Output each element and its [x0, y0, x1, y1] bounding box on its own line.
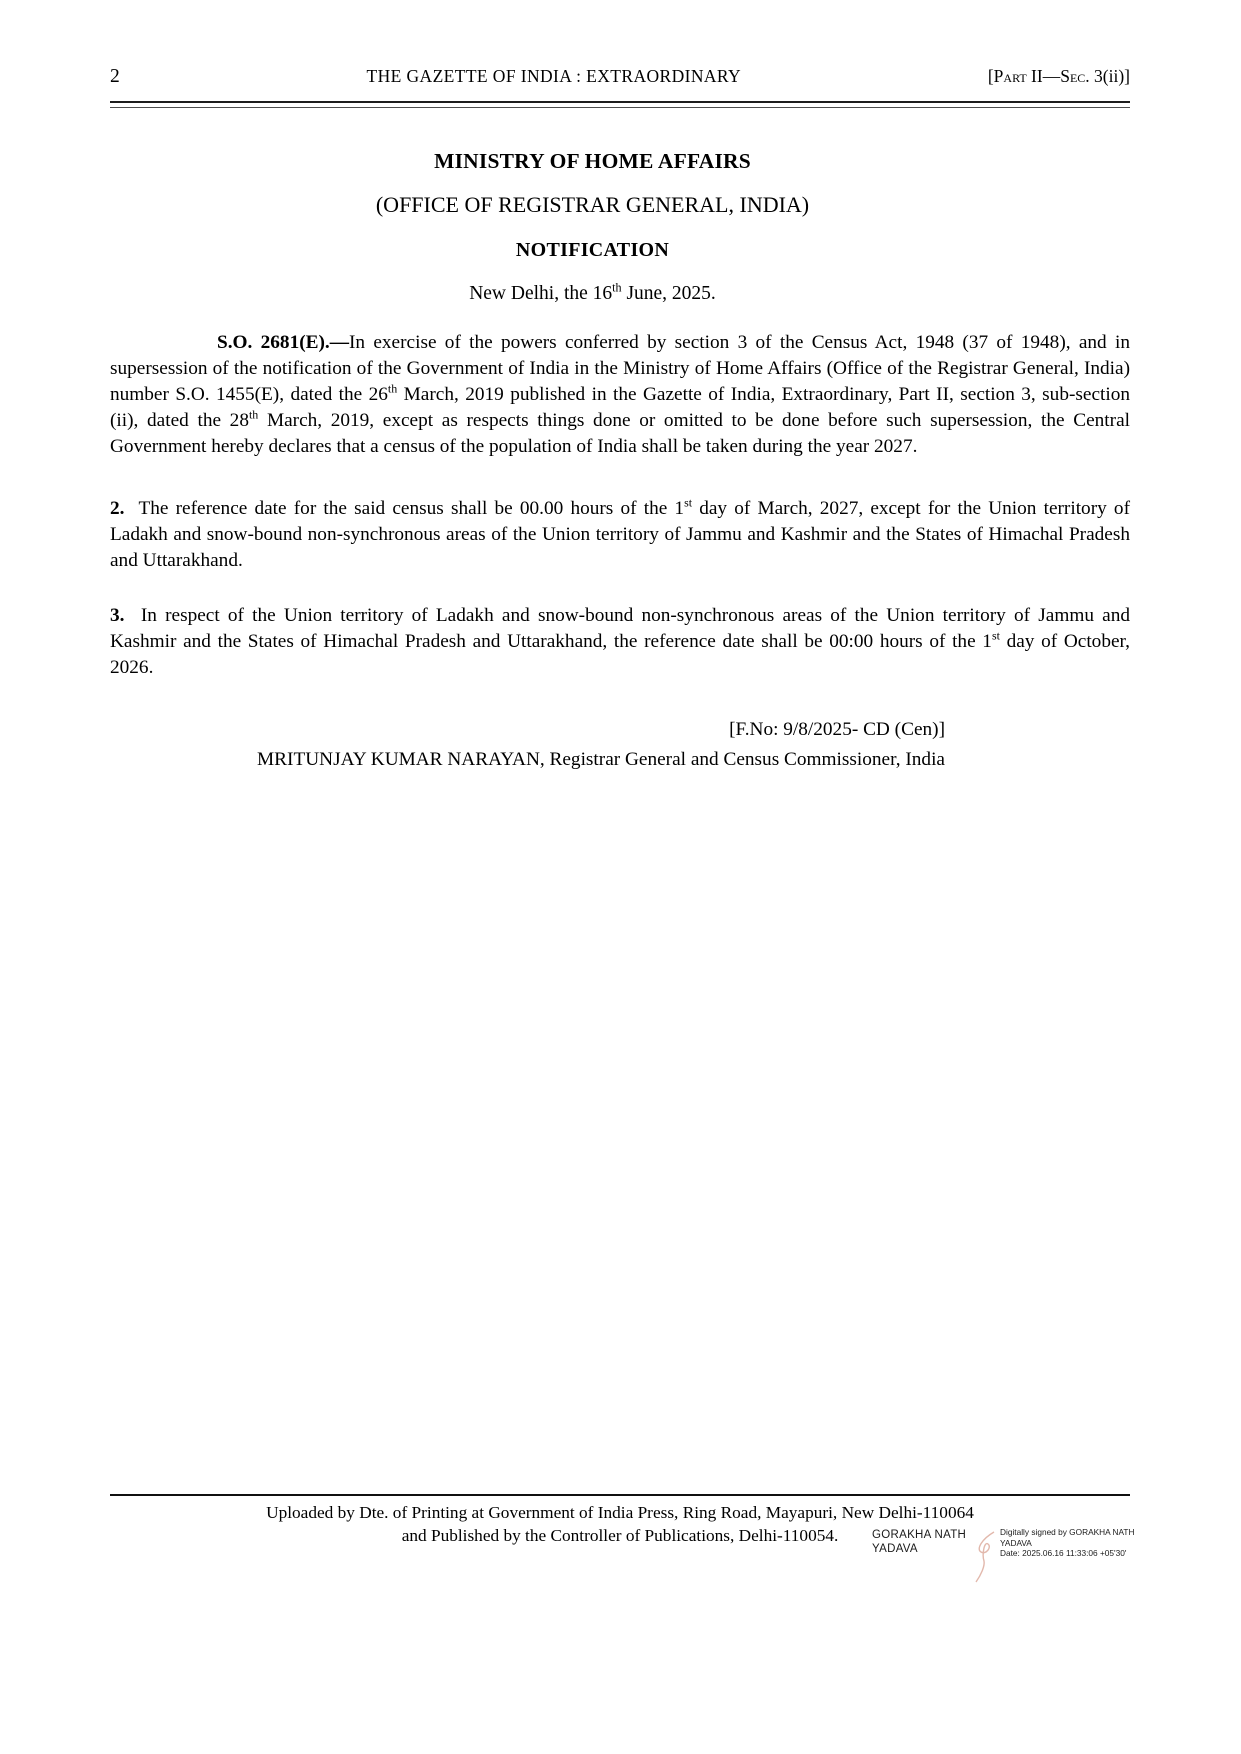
paragraph-so-number: [110, 330, 1130, 460]
footer-divider: [110, 1494, 1130, 1496]
para2-sup-1: st: [684, 495, 693, 510]
date-suffix: June, 2025.: [621, 283, 716, 304]
ministry-heading: MINISTRY OF HOME AFFAIRS: [434, 149, 751, 173]
digital-signer-name-line2: YADAVA: [872, 1542, 918, 1555]
page-number: 2: [110, 66, 120, 87]
digital-signature-text: [1000, 1527, 1134, 1559]
office-subheading: (OFFICE OF REGISTRAR GENERAL, INDIA): [375, 192, 810, 217]
digital-signer-name: [872, 1529, 966, 1556]
part-section-suffix: 3(ii)]: [1089, 66, 1130, 86]
gazette-title: THE GAZETTE OF INDIA : EXTRAORDINARY: [366, 66, 742, 86]
signatory-line: MRITUNJAY KUMAR NARAYAN, Registrar General and Census Commissioner, India: [257, 749, 945, 770]
notification-heading: NOTIFICATION: [515, 239, 670, 261]
file-number: [F.No: 9/8/2025- CD (Cen)]: [729, 719, 945, 740]
date-prefix: New Delhi, the 16: [469, 283, 613, 304]
para2-text-1: The reference date for the said census shall be 00.00 hours of the 1: [124, 498, 685, 519]
footer-imprint-line2: and Published by the Controller of Publications, Delhi-110054.: [401, 1525, 839, 1545]
digital-signature-line2: YADAVA: [1000, 1537, 1032, 1548]
part-section-label: [988, 66, 1130, 87]
digital-signature-block: [972, 1527, 1134, 1585]
digital-signature-line1: Digitally signed by GORAKHA NATH: [1000, 1527, 1135, 1537]
para1-sup-2: th: [248, 407, 259, 422]
footer-imprint-line1: Uploaded by Dte. of Printing at Government of India Press, Ring Road, Mayapuri, New Delhi-110064: [266, 1503, 974, 1522]
date-ordinal-sup: th: [612, 280, 622, 295]
para3-sup-1: st: [991, 628, 1000, 643]
notification-body: [110, 330, 1130, 773]
para1-text-2: March, 2019 published in the Gazette of India, Extraordinary, Part II, section 3, sub-section (ii), dated the 28: [110, 384, 1130, 431]
para3-text-2: day of October, 2026.: [110, 631, 1130, 678]
digital-signer-name-line1: GORAKHA NATH: [872, 1529, 967, 1541]
para3-number: 3.: [110, 605, 125, 626]
page-header: [110, 66, 1130, 88]
signature-squiggle-icon: [972, 1529, 998, 1585]
part-section-prefix: [Part II—Sec.: [987, 66, 1090, 86]
so-number-label: S.O. 2681(E).—: [217, 332, 350, 353]
digital-signature-line3: Date: 2025.06.16 11:33:06 +05'30': [1000, 1548, 1127, 1559]
paragraph-2: [110, 496, 1130, 574]
paragraph-3: [110, 603, 1130, 681]
para1-text-3: March, 2019, except as respects things done or omitted to be done before such supersession, the Central Government hereby declares that a census of the population of India shall be taken during the year 2027.: [110, 410, 1130, 457]
para2-text-2: day of March, 2027, except for the Union territory of Ladakh and snow-bound non-synchronous areas of the Union territory of Jammu and Kashmir and the States of Himachal Pradesh and Uttarakhand.: [110, 498, 1130, 571]
date-line: [110, 280, 1075, 305]
header-divider: [110, 101, 1130, 108]
para3-text-1: In respect of the Union territory of Ladakh and snow-bound non-synchronous areas of the Union territory of Jammu and Kashmir and the States of Himachal Pradesh and Uttarakhand, the reference date shall be 00:00 hours of the 1: [110, 605, 1130, 652]
para2-number: 2.: [110, 498, 125, 519]
para1-sup-1: th: [387, 381, 398, 396]
para1-text-1: In exercise of the powers conferred by section 3 of the Census Act, 1948 (37 of 1948), and in supersession of the notification of the Government of India in the Ministry of Home Affairs (Office of the Registrar General, India) number S.O. 1455(E), dated the 26: [110, 332, 1130, 405]
